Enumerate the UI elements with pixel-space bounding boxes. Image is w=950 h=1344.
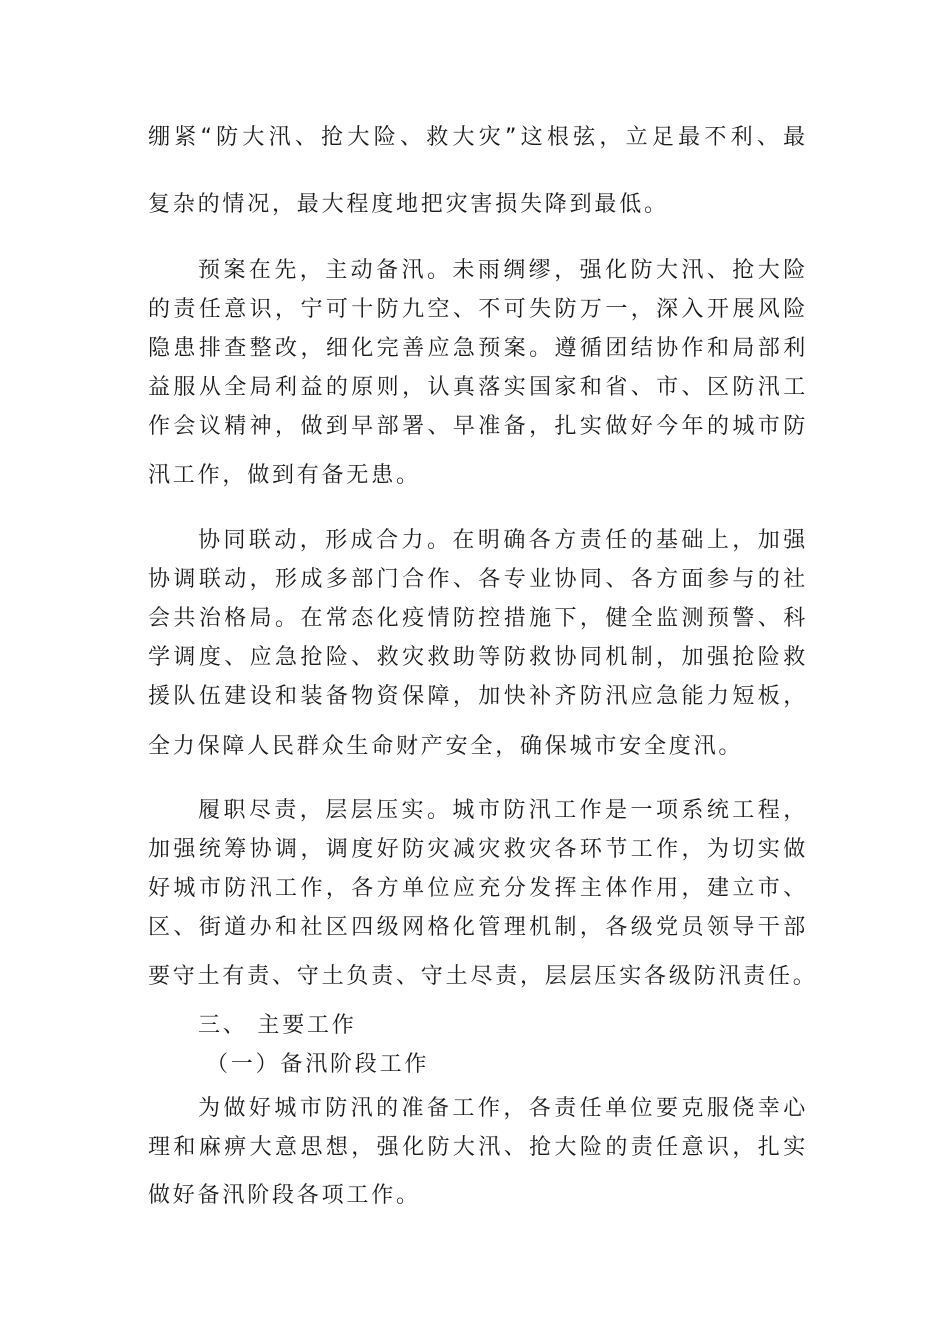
text-line-16: 加强统筹协调，调度好防灾减灾救灾各环节工作，为切实做 (148, 837, 808, 862)
section-heading: 三、 主要工作 (198, 1013, 357, 1038)
text-line-12: 学调度、应急抢险、救灾救助等防救协同机制，加强抢险救 (148, 645, 808, 670)
text-line-2: 复杂的情况，最大程度地把灾害损失降到最低。 (148, 192, 669, 217)
paragraph-start-line: 预案在先，主动备汛。未雨绸缪，强化防大汛、抢大险 (198, 258, 808, 283)
text-line-1: 绷紧“防大汛、抢大险、救大灾”这根弦，立足最不利、最 (148, 125, 808, 150)
text-line-17: 好城市防汛工作，各方单位应充分发挥主体作用，建立市、 (148, 876, 808, 901)
text-line-14: 全力保障人民群众生命财产安全，确保城市安全度汛。 (148, 734, 744, 759)
subsection-heading: （一）备汛阶段工作 (206, 1052, 430, 1077)
paragraph-start-line: 协同联动，形成合力。在明确各方责任的基础上，加强 (198, 528, 808, 553)
text-line-6: 益服从全局利益的原则，认真落实国家和省、市、区防汛工 (148, 375, 808, 400)
text-line-13: 援队伍建设和装备物资保障，加快补齐防汛应急能力短板， (148, 684, 808, 709)
paragraph-start-line: 履职尽责，层层压实。城市防汛工作是一项系统工程， (198, 798, 808, 823)
text-line-18: 区、街道办和社区四级网格化管理机制，各级党员领导干部 (148, 915, 808, 940)
text-line-10: 协调联动，形成多部门合作、各专业协同、各方面参与的社 (148, 567, 808, 592)
text-line-19: 要守土有责、守土负责、守土尽责，层层压实各级防汛责任。 (148, 964, 818, 989)
text-line-4: 的责任意识，宁可十防九空、不可失防万一，深入开展风险 (148, 297, 808, 322)
text-line-7: 作会议精神，做到早部署、早准备，扎实做好今年的城市防 (148, 414, 808, 439)
text-line-24: 做好备汛阶段各项工作。 (148, 1183, 421, 1208)
text-line-8: 汛工作，做到有备无患。 (148, 463, 421, 488)
paragraph-start-line: 为做好城市防汛的准备工作，各责任单位要克服侥幸心 (198, 1096, 808, 1121)
text-line-5: 隐患排查整改，细化完善应急预案。遵循团结协作和局部利 (148, 336, 808, 361)
text-line-23: 理和麻痹大意思想，强化防大汛、抢大险的责任意识，扎实 (148, 1135, 808, 1160)
text-line-11: 会共治格局。在常态化疫情防控措施下，健全监测预警、科 (148, 606, 808, 631)
